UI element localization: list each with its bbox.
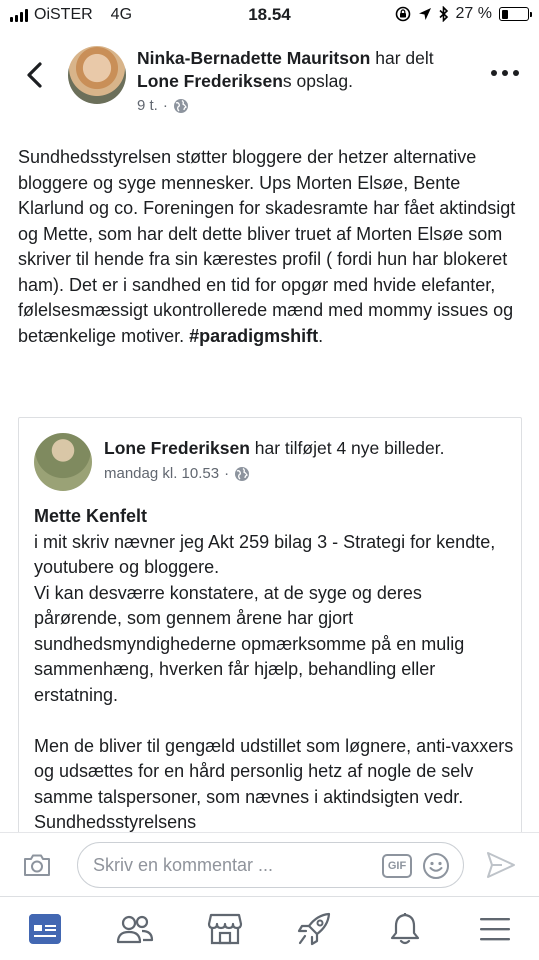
shared-paragraph: Men de bliver til gengæld udstillet som løgnere, anti-vaxxers og udsættes for en hård personlig hetz af nogle de selv samme talspersoner, som nævnes i aktindsigten vedr. Sundhedsstyrelsens [34,735,514,832]
tab-news-feed[interactable] [25,911,65,947]
shared-author-link[interactable]: Lone Frederiksen [104,438,250,458]
original-author-link[interactable]: Lone Frederiksen [137,71,283,91]
tab-notifications[interactable] [385,911,425,947]
post-header [0,40,539,120]
shared-post-meta: mandag kl. 10.53 · [104,465,250,482]
original-author-avatar[interactable] [34,433,92,491]
friends-icon [116,913,154,945]
rotation-lock-icon [395,6,411,22]
back-arrow-icon[interactable] [22,60,48,90]
tab-friends[interactable] [115,911,155,947]
shared-paragraph: i mit skriv nævner jeg Akt 259 bilag 3 - Strategi for kendte, youtubere og bloggere. [34,531,496,577]
globe-icon [173,98,189,114]
tab-menu[interactable] [475,911,515,947]
tab-explore[interactable] [295,911,335,947]
carrier-name: OiSTER [34,6,93,23]
hashtag-link[interactable]: #paradigmshift [189,325,319,346]
sharer-name-link[interactable]: Ninka-Bernadette Mauritson [137,48,371,68]
comment-input[interactable] [93,855,373,876]
marketplace-icon [207,912,243,946]
post-meta: 9 t. · [137,97,189,114]
menu-icon [480,917,510,941]
shared-post-headline: Lone Frederiksen har tilføjet 4 nye billeder. [104,438,445,458]
share-headline: Ninka-Bernadette Mauritson har delt Lone Frederiksens opslag. [137,48,434,91]
shared-post-body [34,504,514,836]
notifications-bell-icon [389,912,421,946]
quoted-author: Mette Kenfelt [34,506,148,526]
send-icon[interactable] [486,851,516,879]
rocket-icon [297,912,333,946]
post-timestamp[interactable]: 9 t. [137,97,158,114]
bluetooth-icon [439,6,449,22]
clock: 18.54 [248,5,291,24]
battery-icon [499,7,529,21]
post-body: Sundhedsstyrelsen støtter bloggere der hetzer alternative bloggere og syge mennesker. Ups Morten Elsøe, Bente Klarlund og co. Foreningen for skadesramte har fået aktindsigt og Mette, som har delt dette bliver truet af Morten Elsøe som skriver til hende fra sin kærestes profil ( fordi hun har blokeret ham). Det er i sandhed en tid for opgør med hvide elefanter, følelsesmæssigt ukontrollerede mænd med mommy issues og betænkelige motiver. #paradigmshift. [18,147,516,346]
shared-post-card[interactable] [18,417,522,847]
globe-icon [234,466,250,482]
gif-button[interactable]: GIF [382,854,412,878]
battery-percentage: 27 % [455,5,492,22]
camera-icon[interactable] [22,852,52,878]
network-type: 4G [110,6,133,23]
news-feed-icon [28,913,62,945]
bottom-tab-bar [0,896,539,960]
comment-field[interactable] [77,842,464,888]
location-arrow-icon [418,7,432,21]
tab-marketplace[interactable] [205,911,245,947]
status-bar [0,0,539,32]
comment-composer [0,832,539,896]
emoji-icon[interactable] [422,852,450,880]
shared-paragraph: Vi kan desværre konstatere, at de syge og deres pårørende, som gennem årene har gjort sundhedsmyndighederne opmærksomme på en mulig sammenhæng, hverken får hjælp, behandling eller erstatning. [34,582,465,705]
more-options-button[interactable] [491,70,519,76]
sharer-avatar[interactable] [68,46,126,104]
shared-post-timestamp[interactable]: mandag kl. 10.53 [104,465,220,482]
